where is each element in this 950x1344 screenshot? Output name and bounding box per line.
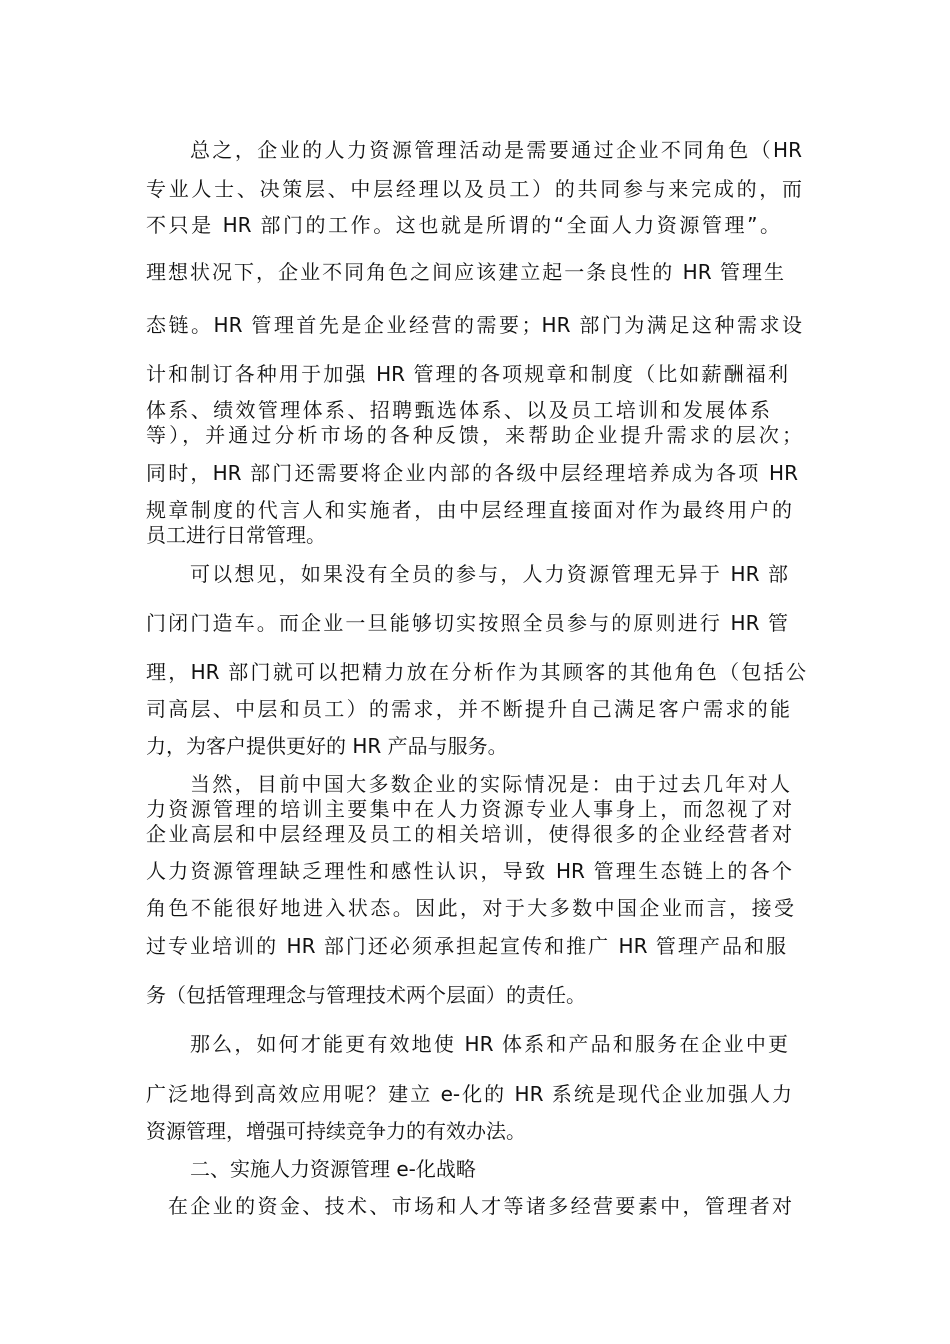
text-line: 专业人士、决策层、中层经理以及员工）的共同参与来完成的，而 <box>146 177 802 201</box>
text-line: 过专业培训的 HR 部门还必须承担起宣传和推广 HR 管理产品和服 <box>146 934 786 958</box>
text-line: 资源管理，增强可持续竞争力的有效办法。 <box>146 1119 526 1143</box>
text-line: 可以想见，如果没有全员的参与，人力资源管理无异于 HR 部 <box>190 562 788 586</box>
text-line: 规章制度的代言人和实施者，由中层经理直接面对作为最终用户的 <box>146 498 792 522</box>
text-line: 总之，企业的人力资源管理活动是需要通过企业不同角色（HR <box>190 138 802 162</box>
text-line: 态链。HR 管理首先是企业经营的需要；HR 部门为满足这种需求设 <box>146 313 802 337</box>
text-line: 司高层、中层和员工）的需求，并不断提升自己满足客户需求的能 <box>146 697 790 721</box>
text-line: 员工进行日常管理。 <box>146 523 326 547</box>
text-line: 力，为客户提供更好的 HR 产品与服务。 <box>146 734 508 758</box>
text-line: 人力资源管理缺乏理性和感性认识，导致 HR 管理生态链上的各个 <box>146 859 792 883</box>
text-line: 门闭门造车。而企业一旦能够切实按照全员参与的原则进行 HR 管 <box>146 611 788 635</box>
text-line: 理想状况下，企业不同角色之间应该建立起一条良性的 HR 管理生 <box>146 260 784 284</box>
text-line: 广泛地得到高效应用呢？建立 e-化的 HR 系统是现代企业加强人力 <box>146 1082 792 1106</box>
text-line: 在企业的资金、技术、市场和人才等诸多经营要素中，管理者对 <box>168 1194 792 1218</box>
text-line: 角色不能很好地进入状态。因此，对于大多数中国企业而言，接受 <box>146 896 794 920</box>
text-line: 同时，HR 部门还需要将企业内部的各级中层经理培养成为各项 HR <box>146 461 798 485</box>
text-line: 企业高层和中层经理及员工的相关培训，使得很多的企业经营者对 <box>146 822 792 846</box>
text-line: 等），并通过分析市场的各种反馈，来帮助企业提升需求的层次； <box>146 423 802 447</box>
text-line: 力资源管理的培训主要集中在人力资源专业人事身上，而忽视了对 <box>146 797 792 821</box>
text-line: 那么，如何才能更有效地使 HR 体系和产品和服务在企业中更 <box>190 1032 788 1056</box>
text-line: 计和制订各种用于加强 HR 管理的各项规章和制度（比如薪酬福利 <box>146 362 788 386</box>
section-heading: 二、实施人力资源管理 e-化战略 <box>190 1157 476 1181</box>
text-line: 务（包括管理理念与管理技术两个层面）的责任。 <box>146 983 586 1007</box>
text-line: 理，HR 部门就可以把精力放在分析作为其顾客的其他角色（包括公 <box>146 660 806 684</box>
text-line: 不只是 HR 部门的工作。这也就是所谓的“全面人力资源管理”。 <box>146 213 780 237</box>
text-line: 当然，目前中国大多数企业的实际情况是：由于过去几年对人 <box>190 772 790 796</box>
text-line: 体系、绩效管理体系、招聘甄选体系、以及员工培训和发展体系 <box>146 398 770 422</box>
